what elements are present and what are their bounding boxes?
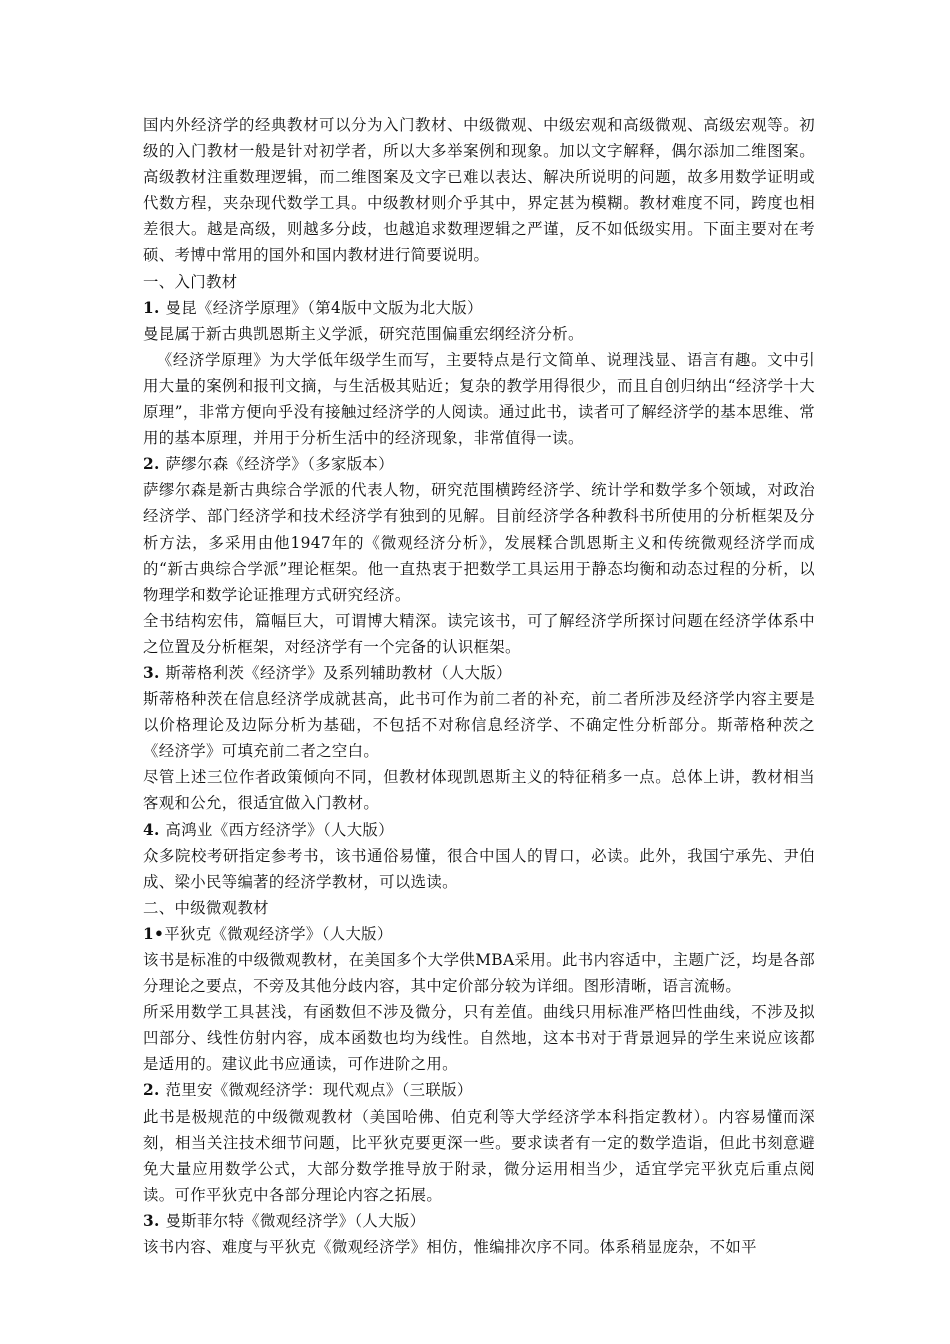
item-title: 曼昆《经济学原理》（第4版中文版为北大版）: [165, 298, 483, 317]
item-number: 2.: [143, 455, 160, 474]
subheading-samuelson: [143, 451, 815, 477]
item-number: 3.: [143, 1211, 160, 1230]
paragraph: 该书是标准的中级微观教材，在美国多个大学供MBA采用。此书内容适中，主题广泛，均是各部分理论之要点，不旁及其他分歧内容，其中定价部分较为详细。图形清晰，语言流畅。: [143, 951, 815, 996]
item-title: 萨缪尔森《经济学》（多家版本）: [165, 455, 394, 474]
item-title: 曼斯菲尔特《微观经济学》（人大版）: [165, 1211, 426, 1230]
paragraph: 全书结构宏伟，篇幅巨大，可谓博大精深。读完该书，可了解经济学所探讨问题在经济学体系中之位置及分析框架，对经济学有一个完备的认识框架。: [143, 611, 815, 656]
paragraph: 此书是极规范的中级微观教材（美国哈佛、伯克利等大学经济学本科指定教材）。内容易懂而深刻，相当关注技术细节问题，比平狄克要更深一些。要求读者有一定的数学造诣，但此书刻意避免大量应用数学公式，大部分数学推导放于附录，微分运用相当少，适宜学完平狄克后重点阅读。可作平狄克中各部分理论内容之拓展。: [143, 1107, 815, 1204]
item-number: 2.: [143, 1081, 160, 1100]
section-heading-intro-textbooks: 一、入门教材: [143, 272, 238, 291]
item-title: 高鸿业《西方经济学》（人大版）: [165, 820, 394, 839]
paragraph: 斯蒂格种茨在信息经济学成就甚高，此书可作为前二者的补充，前二者所涉及经济学内容主要是以价格理论及边际分析为基础，不包括不对称信息经济学、不确定性分析部分。斯蒂格种茨之《经济学》可填充前二者之空白。: [143, 690, 815, 761]
item-title: 平狄克《微观经济学》（人大版）: [164, 924, 393, 943]
paragraph: 尽管上述三位作者政策倾向不同，但教材体现凯恩斯主义的特征稍多一点。总体上讲，教材相当客观和公允，很适宜做入门教材。: [143, 768, 815, 813]
item-number: 1•: [143, 924, 165, 943]
item-number: 4.: [143, 820, 160, 839]
item-title: 斯蒂格利茨《经济学》及系列辅助教材（人大版）: [165, 663, 512, 682]
section-heading-intermediate-micro: 二、中级微观教材: [143, 898, 269, 917]
item-number: 1.: [143, 298, 160, 317]
paragraph: 所采用数学工具甚浅，有函数但不涉及微分，只有差值。曲线只用标准严格凹性曲线，不涉及拟凹部分、线性仿射内容，成本函数也均为线性。自然地，这本书对于背景迥异的学生来说应该都是适用的。建议此书应通读，可作进阶之用。: [143, 1003, 815, 1074]
subheading-pindyck: [143, 921, 815, 947]
subheading-varian: [143, 1077, 815, 1103]
subheading-mankiw: [143, 295, 815, 321]
intro-paragraph: 国内外经济学的经典教材可以分为入门教材、中级微观、中级宏观和高级微观、高级宏观等。初级的入门教材一般是针对初学者，所以大多举案例和现象。加以文字解释，偶尔添加二维图案。高级教材注重数理逻辑，而二维图案及文字已难以表达、解决所说明的问题，故多用数学证明或代数方程，夹杂现代数学工具。中级教材则介乎其中，界定甚为模糊。教材难度不同，跨度也相差很大。越是高级，则越多分歧，也越追求数理逻辑之严谨，反不如低级实用。下面主要对在考硕、考博中常用的国外和国内教材进行简要说明。: [143, 116, 815, 265]
item-title: 范里安《微观经济学：现代观点》（三联版）: [165, 1081, 473, 1100]
paragraph: 萨缪尔森是新古典综合学派的代表人物，研究范围横跨经济学、统计学和数学多个领域，对政治经济学、部门经济学和技术经济学有独到的见解。目前经济学各种教科书所使用的分析框架及分析方法，多采用由他1947年的《微观经济分析》，发展糅合凯恩斯主义和传统微观经济学而成的“新古典综合学派”理论框架。他一直热衷于把数学工具运用于静态均衡和动态过程的分析，以物理学和数学论证推理方式研究经济。: [143, 481, 815, 604]
subheading-gao-hongye: [143, 817, 815, 843]
paragraph: 《经济学原理》为大学低年级学生而写，主要特点是行文简单、说理浅显、语言有趣。文中引用大量的案例和报刊文摘，与生活极其贴近；复杂的教学用得很少，而且自创归纳出“经济学十大原理”，非常方便向乎没有接触过经济学的人阅读。通过此书，读者可了解经济学的基本思维、常用的基本原理，并用于分析生活中的经济现象，非常值得一读。: [143, 350, 815, 448]
item-number: 3.: [143, 663, 160, 682]
paragraph: 众多院校考研指定参考书，该书通俗易懂，很合中国人的胃口，必读。此外，我国宁承先、尹伯成、梁小民等编著的经济学教材，可以选读。: [143, 846, 815, 891]
paragraph: 曼昆属于新古典凯恩斯主义学派，研究范围偏重宏纲经济分析。: [143, 324, 584, 343]
subheading-mansfield: [143, 1208, 815, 1234]
paragraph: 该书内容、难度与平狄克《微观经济学》相仿，惟编排次序不同。体系稍显庞杂，不如平: [143, 1238, 757, 1257]
subheading-stiglitz: [143, 660, 815, 686]
